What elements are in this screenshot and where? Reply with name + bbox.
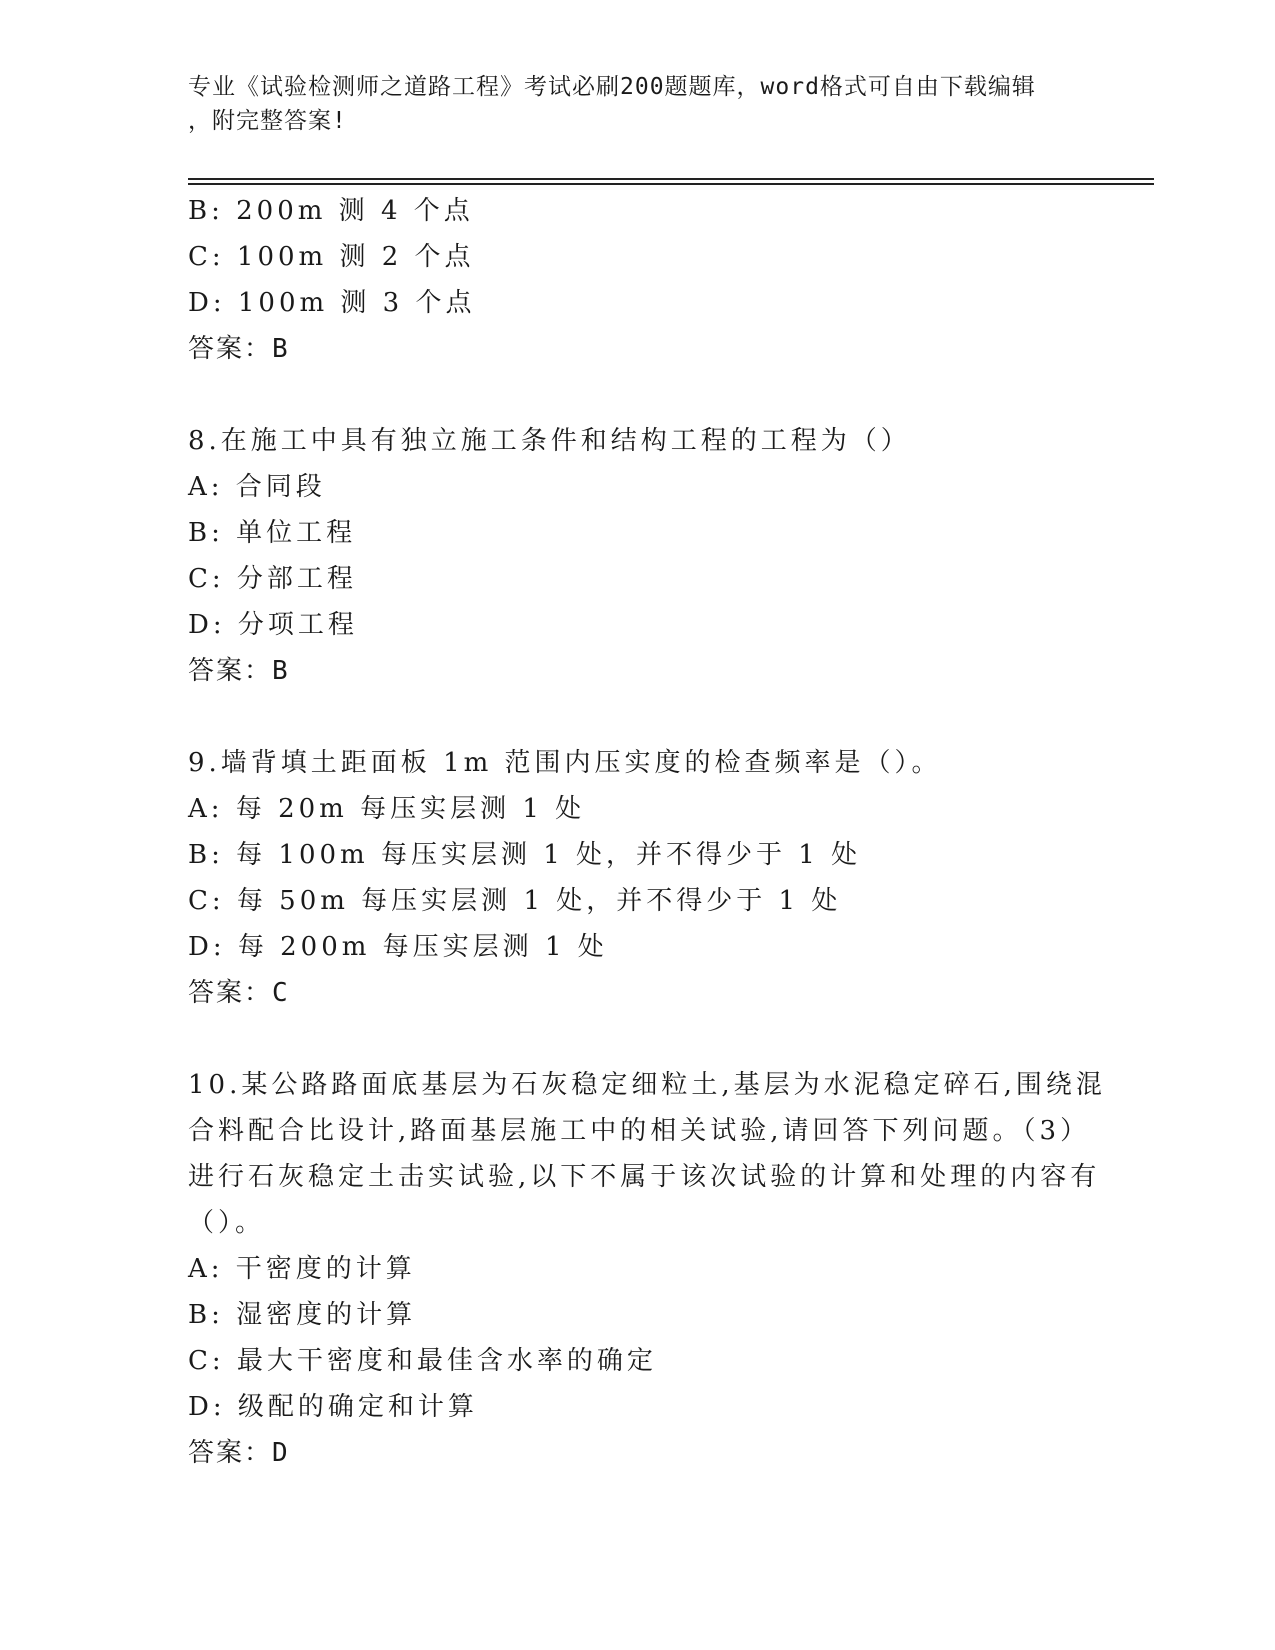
question-stem: 8.在施工中具有独立施工条件和结构工程的工程为（） — [188, 426, 911, 456]
question-8 — [188, 418, 1088, 694]
header-divider-top — [188, 178, 1154, 180]
option-b: B: 200m 测 4 个点 — [188, 196, 474, 226]
option-a: A: 干密度的计算 — [188, 1254, 416, 1284]
option-c: C: 最大干密度和最佳含水率的确定 — [188, 1346, 657, 1376]
answer: 答案：B — [188, 334, 290, 364]
option-d: D: 100m 测 3 个点 — [188, 288, 476, 318]
option-a: A: 每 20m 每压实层测 1 处 — [188, 794, 586, 824]
question-stem-line-4: （）。 — [188, 1208, 266, 1238]
option-d: D: 分项工程 — [188, 610, 358, 640]
question-stem-line-2: 合料配合比设计,路面基层施工中的相关试验,请回答下列问题。（3） — [188, 1116, 1091, 1146]
question-stem-line-1: 10.某公路路面底基层为石灰稳定细粒土,基层为水泥稳定碎石,围绕混 — [188, 1070, 1106, 1100]
answer: 答案：C — [188, 978, 290, 1008]
option-b: B: 单位工程 — [188, 518, 357, 548]
header-line-2: ，附完整答案! — [188, 108, 347, 134]
option-d: D: 级配的确定和计算 — [188, 1392, 478, 1422]
option-c: C: 分部工程 — [188, 564, 357, 594]
header-divider-bottom — [188, 183, 1154, 185]
option-b: B: 每 100m 每压实层测 1 处，并不得少于 1 处 — [188, 840, 862, 870]
page-header — [188, 70, 1088, 138]
header-line-1: 专业《试验检测师之道路工程》考试必刷200题题库，word格式可自由下载编辑 — [188, 74, 1036, 100]
question-stem-line-3: 进行石灰稳定土击实试验,以下不属于该次试验的计算和处理的内容有 — [188, 1162, 1101, 1192]
question-10 — [188, 1062, 1106, 1476]
question-9 — [188, 740, 1088, 1016]
question-list — [188, 188, 1106, 1476]
question-stem: 9.墙背填土距面板 1m 范围内压实度的检查频率是（）。 — [188, 748, 942, 778]
answer: 答案：D — [188, 1438, 290, 1468]
answer: 答案：B — [188, 656, 290, 686]
option-a: A: 合同段 — [188, 472, 326, 502]
option-d: D: 每 200m 每压实层测 1 处 — [188, 932, 608, 962]
question-7-tail — [188, 188, 1088, 372]
option-c: C: 每 50m 每压实层测 1 处，并不得少于 1 处 — [188, 886, 842, 916]
option-c: C: 100m 测 2 个点 — [188, 242, 475, 272]
option-b: B: 湿密度的计算 — [188, 1300, 417, 1330]
